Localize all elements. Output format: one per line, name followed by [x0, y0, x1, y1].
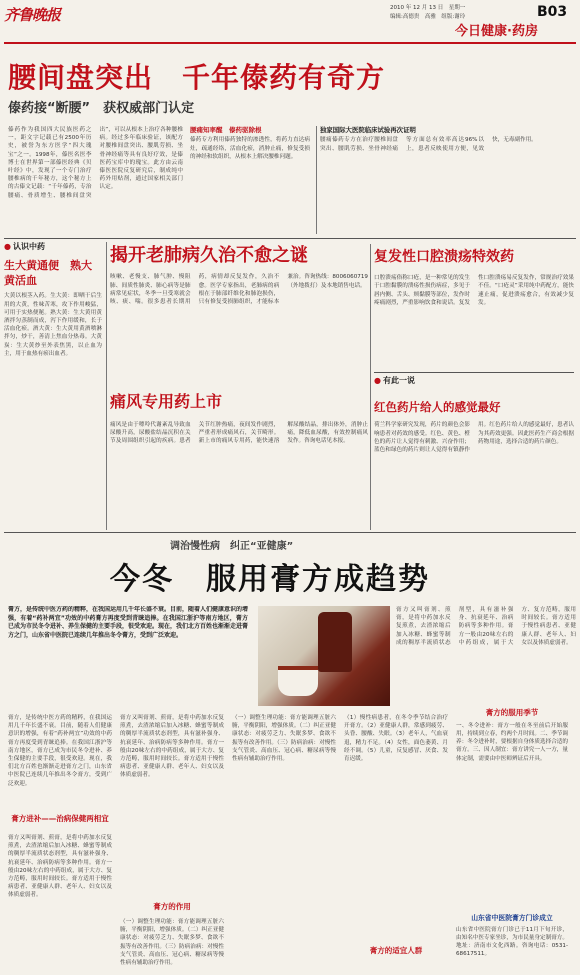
- sidebar-title: 生大黄通便 熟大黄活血: [4, 259, 92, 288]
- sidebar: [4, 242, 102, 530]
- article-red-pill-body: 荷兰科学家研究发现，药片的颜色会影响患者对药效的感受。红色、黄色、橙色的药片让人觉得有刺激、兴奋作用；蓝色和绿色的药片则让人觉得有镇静作用。红色药片给人的感觉最好，患者认为其药效更强。因此医药生产商会根据药物用途，选择合适的药片颜色。: [374, 422, 574, 453]
- medicine-bottle-icon: [318, 612, 352, 672]
- feature-col-1-body: 膏方又叫膏剂、煎膏，是将中药加水反复煎煮，去渣浓缩后加入冰糖、蜂蜜等制成的稠厚半流质状态剂型，具有滋补强身、抗衰延年、治病防病等多种作用。膏方一般由20味左右的中药组成，属于大方、复方范畴，服用时间较长。膏方适用于慢性病患者、亚健康人群、老年人、妇女以及体质虚弱者。: [8, 835, 112, 899]
- article-red-pill-tag: ● 有此一说: [374, 376, 574, 386]
- sidebar-divider: [106, 242, 107, 530]
- feature-section-5-title: 山东省中医院膏方门诊成立: [471, 913, 553, 922]
- article-gout-body: 痛风是由于嘌呤代谢紊乱导致血尿酸升高，尿酸盐结晶沉积在关节及周围组织引起的疾病。患者关节红肿热痛，夜间发作剧烈，严重者形成痛风石，关节畸形。新上市的痛风专用药，能快速溶解尿酸结晶，排出体外，消肿止痛，降低血尿酸，有效控制痛风发作。咨询电话见本报。: [110, 421, 368, 445]
- feature-section-3-title: 膏方的适宜人群: [369, 946, 423, 955]
- article-ulcer: [374, 244, 574, 368]
- feature-col-1: 膏方，是传统中医方药的精粹，在我国运用几千年长盛不衰。目前，随着人们健康意识的增强，有着“药补两宜”功效的中药膏方再度受到青睐追捧。在我国江浙沪等南方地区，膏方已成为市民冬令进补、养生保健的主要手段，很受欢迎。现在，我们北方百姓也渐渐走进膏方之门，山东省中医院已连续几年推出冬令膏方，受到广泛欢迎。: [8, 715, 112, 787]
- feature-col-4: （1）慢性病患者，在冬令季节结合治疗开膏方。（2）亚健康人群，常感到疲劳、头昏、腰酸、失眠。（3）老年人，气血衰退，精力不足。（4）女性，面色萎黄、月经不调。（5）儿童，反复感冒、厌食、发育迟缓。: [344, 715, 448, 763]
- section-rule-2: [4, 532, 576, 533]
- medicine-cup-icon: [278, 666, 318, 696]
- article-gout-title: 痛风专用药上市: [110, 392, 223, 411]
- headline-subhead-block: [190, 126, 310, 234]
- info-box: [320, 126, 570, 234]
- feature-section-5-body: 山东省中医院膏方门诊已于11月下旬开诊，由知名中医专家坐诊，为市民量身定制膏方。地址：济南市文化西路。咨询电话：0531-68617511。: [456, 926, 568, 958]
- column-divider: [316, 126, 317, 234]
- ulcer-rule: [374, 372, 574, 373]
- feature-lead: 膏方，是传统中医方药的精粹，在我国运用几千年长盛不衰。目前，随着人们健康意识的增强，有着“药补两宜”功效的中药膏方再度受到青睐追捧。在我国江浙沪等南方地区，膏方已成为市民冬令进补、养生保健的主要手段，很受欢迎。现在，我们北方百姓也渐渐走进膏方之门，山东省中医院已连续几年推出冬令膏方，受到广泛欢迎。: [8, 606, 248, 639]
- info-box-body: 腰痛傣药专方在治疗腰椎间盘突出、腰肌劳损、坐骨神经痛等方面总有效率高达96%以上，患者反映使用方便，见效快，无毒副作用。: [320, 137, 537, 152]
- feature-kicker: 调治慢性病 纠正“亚健康”: [170, 541, 294, 552]
- masthead-rule: [4, 42, 576, 44]
- feature-sidebar: [456, 708, 568, 970]
- feature-section-4-title: 膏方的服用季节: [485, 708, 539, 717]
- article-lung: [110, 244, 368, 388]
- feature-intro-right: 膏方又叫膏剂、煎膏，是将中药加水反复煎煮，去渣浓缩后加入冰糖、蜂蜜等制成的稠厚半流质状态剂型，具有滋补强身、抗衰延年、治病防病等多种作用。膏方一般由20味左右的中药组成，属于大方、复方范畴，服用时间较长。膏方适用于慢性病患者、亚健康人群、老年人、妇女以及体质虚弱者。: [396, 607, 576, 646]
- feature-title: 今冬 服用膏方成趋势: [110, 562, 430, 597]
- article-ulcer-title: 复发性口腔溃疡特效药: [374, 249, 514, 265]
- masthead: [0, 0, 580, 42]
- headline-title: 腰间盘突出 千年傣药有奇方: [8, 61, 386, 94]
- date-line: 2010 年 12 月 13 日 星期一: [390, 5, 466, 11]
- article-ulcer-body: 口腔溃疡俗称口疮，是一种常见的发生于口腔黏膜的溃疡性损伤病症，多见于唇内侧、舌头、颊黏膜等部位，发作时疼痛剧烈，严重影响饮食和说话。复发性口腔溃疡易反复发作，常规治疗效果不佳。“口疮灵”采用纯中药配方，能快速止痛，促进溃疡愈合，有效减少复发。: [374, 275, 574, 306]
- article-gout: [110, 392, 368, 530]
- mid-divider: [370, 244, 371, 530]
- editors-line: 编辑:高德贵 高雅 组版:谢玲: [390, 14, 466, 20]
- info-box-title: 独家国际大医院临床试验再次证明: [320, 126, 416, 134]
- feature-col-2-body: （一）调整生理功能：膏方能调理五脏六腑，平衡阴阳，增强体质。（二）纠正亚健康状态：对疲劳乏力、失眠多梦、食欲不振等有改善作用。（三）防病治病：对慢性支气管炎、高血压、冠心病、糖尿病等慢性病有辅助治疗作用。: [120, 919, 224, 967]
- article-lung-title: 揭开老肺病久治不愈之谜: [110, 245, 308, 266]
- sidebar-tag: ● 认识中药: [4, 242, 102, 252]
- logo: 齐鲁晚报: [4, 6, 61, 24]
- section-name: 今日健康·药房: [455, 24, 538, 39]
- article-lung-body: 咳嗽、老慢支、肺气肿、慢阻肺、间质性肺炎、肺心病等是肺病常见症状，冬季一旦受寒就会咳、痰、喘。很多患者长期用药，病情却反复发作，久治不愈。医学专家指出，老肺病的病根在于肺部纤维化和肺泡损伤，只有修复受损肺组织，才能标本兼治。咨询热线：8006060719（外地拨打）及本地销售电话。: [110, 274, 368, 305]
- feature-section-2-title: 膏方的作用: [153, 902, 191, 911]
- feature-col-block: [8, 708, 568, 972]
- sidebar-body: 大黄以根茎入药。生大黄：即晒干后生用的大黄，性味苦寒，攻下作用峻猛，可用于实热便秘。熟大黄：生大黄用黄酒拌匀蒸制而成，泻下作用缓和，长于活血化瘀。酒大黄：生大黄用黄酒喷淋拌匀，炒干，善清上焦血分热毒。大黄炭：生大黄炒至外表焦黑，以止血为主，用于血热有瘀出血者。: [4, 293, 102, 357]
- section-rule-1: [4, 238, 576, 239]
- headline-subhead: 腰痛知率醒 傣药驱除根: [190, 126, 262, 134]
- feature-section-4-body: 一、冬令进补：膏方一般在冬至前后开始服用，持续到立春，约两个月时间。二、季节调养：冬令进补时，要根据自身体质选择合适的膏方。三、因人制宜：膏方讲究一人一方，量体定制，需要由中医师辨证后开具。: [456, 722, 568, 762]
- feature-col-3: （一）调整生理功能：膏方能调理五脏六腑，平衡阴阳，增强体质。（二）纠正亚健康状态：对疲劳乏力、失眠多梦、食欲不振等有改善作用。（三）防病治病：对慢性支气管炎、高血压、冠心病、糖尿病等慢性病有辅助治疗作用。: [232, 715, 336, 763]
- feature-section-1-title: 膏方进补——治病保健两相宜: [11, 814, 109, 823]
- article-red-pill: [374, 376, 574, 530]
- headline-deck: 傣药接“断腰” 获权威部门认定: [8, 101, 195, 116]
- page-number: B03: [537, 4, 568, 20]
- feature-col-2: 膏方又叫膏剂、煎膏，是将中药加水反复煎煮，去渣浓缩后加入冰糖、蜂蜜等制成的稠厚半流质状态剂型，具有滋补强身、抗衰延年、治病防病等多种作用。膏方一般由20味左右的中药组成，属于大方、复方范畴，服用时间较长。膏方适用于慢性病患者、亚健康人群、老年人、妇女以及体质虚弱者。: [120, 715, 224, 779]
- headline-subhead-body: 傣药专方利用傣药独特的渗透性，将药力直达病灶，疏通经络，活血化瘀，消肿止痛，修复受损的神经和软组织，从根本上解决腰椎问题。: [190, 137, 310, 160]
- medicine-photo: [258, 606, 390, 706]
- headline-body: 傣药作为我国四大民族医药之一，距文字记载已有2500年历史，被誉为东方医学“四大瑰宝”之一。1998年，傣医名医李博士在世界第一部傣医经典《贝叶经》中，发现了一个专门治疗腰椎病的千年秘方，这个秘方上的古傣文记载：“千年傣药，专治腰痛、骨质增生、腰椎间盘突出”，可以从根本上治疗各种腰椎病。经过多年临床验证，该配方对腰椎间盘突出、腰肌劳损、坐骨神经痛等具有良好疗效，是傣医药宝库中的瑰宝。此方由云南傣医医院反复研究后，制成纯中药外用贴剂，通过国家相关部门认定。: [8, 127, 183, 199]
- article-red-pill-title: 红色药片给人的感觉最好: [374, 400, 501, 415]
